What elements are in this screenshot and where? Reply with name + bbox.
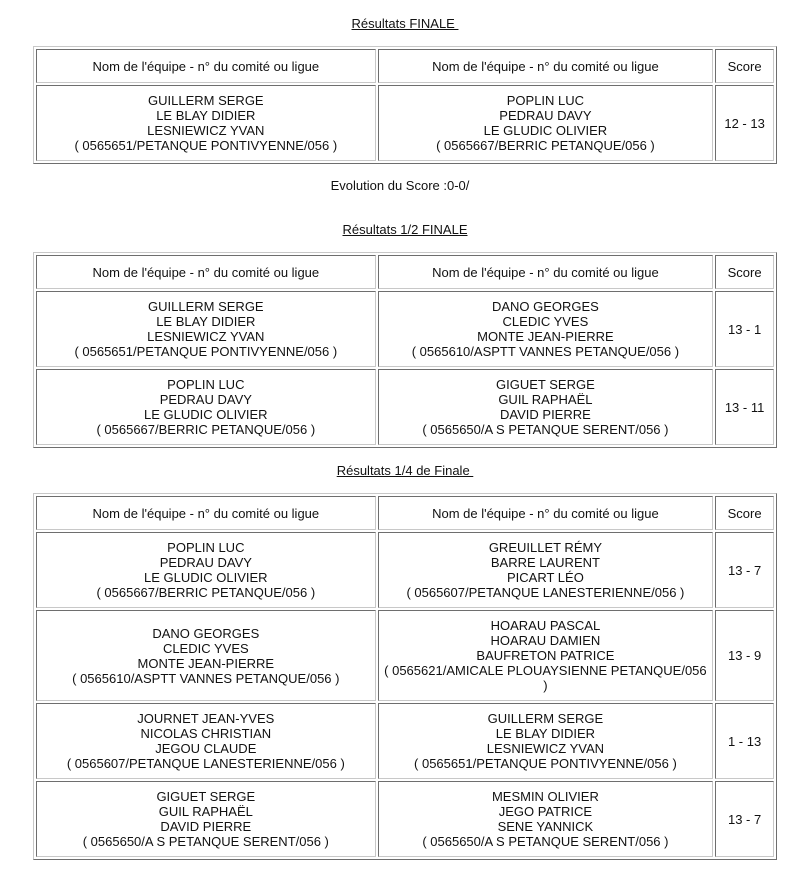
- team1-cell: [36, 532, 376, 608]
- match-row: [36, 85, 774, 161]
- score-cell: 13 - 1: [715, 291, 774, 367]
- player-name: BARRE LAURENT: [490, 555, 600, 570]
- team1-cell: [36, 369, 376, 445]
- player-name: BAUFRETON PATRICE: [476, 648, 615, 663]
- team-club: ( 0565621/AMICALE PLOUAYSIENNE PETANQUE/056 ): [384, 663, 707, 693]
- team2-cell: [378, 532, 714, 608]
- team-club: ( 0565667/BERRIC PETANQUE/056 ): [96, 422, 316, 437]
- section-title-finale: Résultats FINALE: [351, 16, 459, 31]
- team2-cell: [378, 85, 714, 161]
- results-table-finale: [33, 46, 777, 164]
- team-club: ( 0565610/ASPTT VANNES PETANQUE/056 ): [72, 670, 340, 686]
- results-table-demi-finale: [33, 252, 777, 448]
- team-club: ( 0565650/A S PETANQUE SERENT/056 ): [422, 834, 669, 849]
- player-name: GUIL RAPHAËL: [158, 804, 253, 819]
- player-name: DAVID PIERRE: [500, 407, 591, 422]
- player-name: SENE YANNICK: [497, 819, 594, 834]
- score-cell: 12 - 13: [715, 85, 774, 161]
- player-name: NICOLAS CHRISTIAN: [140, 726, 272, 741]
- player-name: POPLIN LUC: [506, 93, 585, 108]
- team1-cell: [36, 85, 376, 161]
- team-club: ( 0565651/PETANQUE PONTIVYENNE/056 ): [74, 138, 338, 153]
- team2-cell: [378, 369, 714, 445]
- score-evolution: Evolution du Score :0-0/: [330, 178, 470, 193]
- player-name: PICART LÉO: [506, 570, 584, 585]
- team1-cell: [36, 291, 376, 367]
- match-row: [36, 532, 774, 608]
- team1-cell: [36, 781, 376, 857]
- player-name: MONTE JEAN-PIERRE: [137, 655, 275, 671]
- header-team1: Nom de l'équipe - n° du comité ou ligue: [36, 496, 376, 530]
- header-team1: Nom de l'équipe - n° du comité ou ligue: [36, 255, 376, 289]
- results-table-quart-finale: [33, 493, 777, 860]
- header-team1: Nom de l'équipe - n° du comité ou ligue: [36, 49, 376, 83]
- score-cell: 1 - 13: [715, 703, 774, 779]
- team-club: ( 0565667/BERRIC PETANQUE/056 ): [96, 585, 316, 600]
- player-name: CLEDIC YVES: [162, 640, 249, 656]
- section-title-quart-finale: Résultats 1/4 de Finale: [336, 463, 474, 478]
- player-name: JEGO PATRICE: [498, 804, 593, 819]
- header-score: Score: [715, 496, 774, 530]
- player-name: DANO GEORGES: [491, 299, 599, 314]
- player-name: MESMIN OLIVIER: [491, 789, 599, 804]
- team-club: ( 0565610/ASPTT VANNES PETANQUE/056 ): [411, 344, 680, 359]
- player-name: LESNIEWICZ YVAN: [147, 329, 265, 344]
- player-name: CLEDIC YVES: [502, 314, 589, 329]
- header-team2: Nom de l'équipe - n° du comité ou ligue: [378, 496, 714, 530]
- player-name: GUIL RAPHAËL: [498, 392, 593, 407]
- score-cell: 13 - 9: [715, 610, 774, 701]
- match-row: [36, 610, 774, 701]
- player-name: LE BLAY DIDIER: [156, 108, 256, 123]
- player-name: LE GLUDIC OLIVIER: [144, 570, 268, 585]
- match-row: [36, 369, 774, 445]
- section-title-demi-finale: Résultats 1/2 FINALE: [342, 222, 468, 237]
- team-club: ( 0565607/PETANQUE LANESTERIENNE/056 ): [406, 585, 685, 600]
- player-name: GUILLERM SERGE: [148, 93, 264, 108]
- player-name: LE BLAY DIDIER: [495, 726, 596, 741]
- player-name: LE BLAY DIDIER: [156, 314, 256, 329]
- player-name: DAVID PIERRE: [160, 819, 252, 834]
- header-team2: Nom de l'équipe - n° du comité ou ligue: [378, 49, 714, 83]
- match-row: [36, 703, 774, 779]
- match-row: [36, 781, 774, 857]
- score-cell: 13 - 7: [715, 781, 774, 857]
- team-club: ( 0565607/PETANQUE LANESTERIENNE/056 ): [66, 756, 345, 771]
- player-name: PEDRAU DAVY: [159, 555, 252, 570]
- player-name: HOARAU DAMIEN: [490, 633, 601, 648]
- player-name: JEGOU CLAUDE: [155, 741, 257, 756]
- player-name: LESNIEWICZ YVAN: [486, 741, 605, 756]
- team1-cell: [36, 610, 376, 701]
- player-name: LE GLUDIC OLIVIER: [483, 123, 608, 138]
- team2-cell: [378, 291, 714, 367]
- player-name: LESNIEWICZ YVAN: [147, 123, 265, 138]
- player-name: DANO GEORGES: [152, 625, 260, 641]
- team-club: ( 0565651/PETANQUE PONTIVYENNE/056 ): [74, 344, 338, 359]
- team2-cell: [378, 610, 714, 701]
- header-score: Score: [715, 49, 774, 83]
- player-name: PEDRAU DAVY: [499, 108, 592, 123]
- table-header-row: [36, 255, 774, 289]
- team-club: ( 0565650/A S PETANQUE SERENT/056 ): [82, 834, 329, 849]
- player-name: POPLIN LUC: [167, 540, 245, 555]
- player-name: POPLIN LUC: [167, 377, 245, 392]
- header-score: Score: [715, 255, 774, 289]
- player-name: GUILLERM SERGE: [487, 711, 604, 726]
- player-name: HOARAU PASCAL: [490, 618, 601, 633]
- header-team2: Nom de l'équipe - n° du comité ou ligue: [378, 255, 714, 289]
- team1-cell: [36, 703, 376, 779]
- player-name: GUILLERM SERGE: [148, 299, 264, 314]
- team-club: ( 0565650/A S PETANQUE SERENT/056 ): [422, 422, 669, 437]
- table-header-row: [36, 496, 774, 530]
- player-name: MONTE JEAN-PIERRE: [477, 329, 614, 344]
- team-club: ( 0565651/PETANQUE PONTIVYENNE/056 ): [414, 756, 677, 771]
- table-header-row: [36, 49, 774, 83]
- player-name: GREUILLET RÉMY: [488, 540, 602, 555]
- player-name: GIGUET SERGE: [496, 377, 595, 392]
- player-name: JOURNET JEAN-YVES: [137, 711, 275, 726]
- team2-cell: [378, 703, 714, 779]
- player-name: LE GLUDIC OLIVIER: [144, 407, 268, 422]
- team2-cell: [378, 781, 714, 857]
- team-club: ( 0565667/BERRIC PETANQUE/056 ): [436, 138, 655, 153]
- match-row: [36, 291, 774, 367]
- player-name: PEDRAU DAVY: [159, 392, 252, 407]
- score-cell: 13 - 11: [715, 369, 774, 445]
- player-name: GIGUET SERGE: [156, 789, 256, 804]
- score-cell: 13 - 7: [715, 532, 774, 608]
